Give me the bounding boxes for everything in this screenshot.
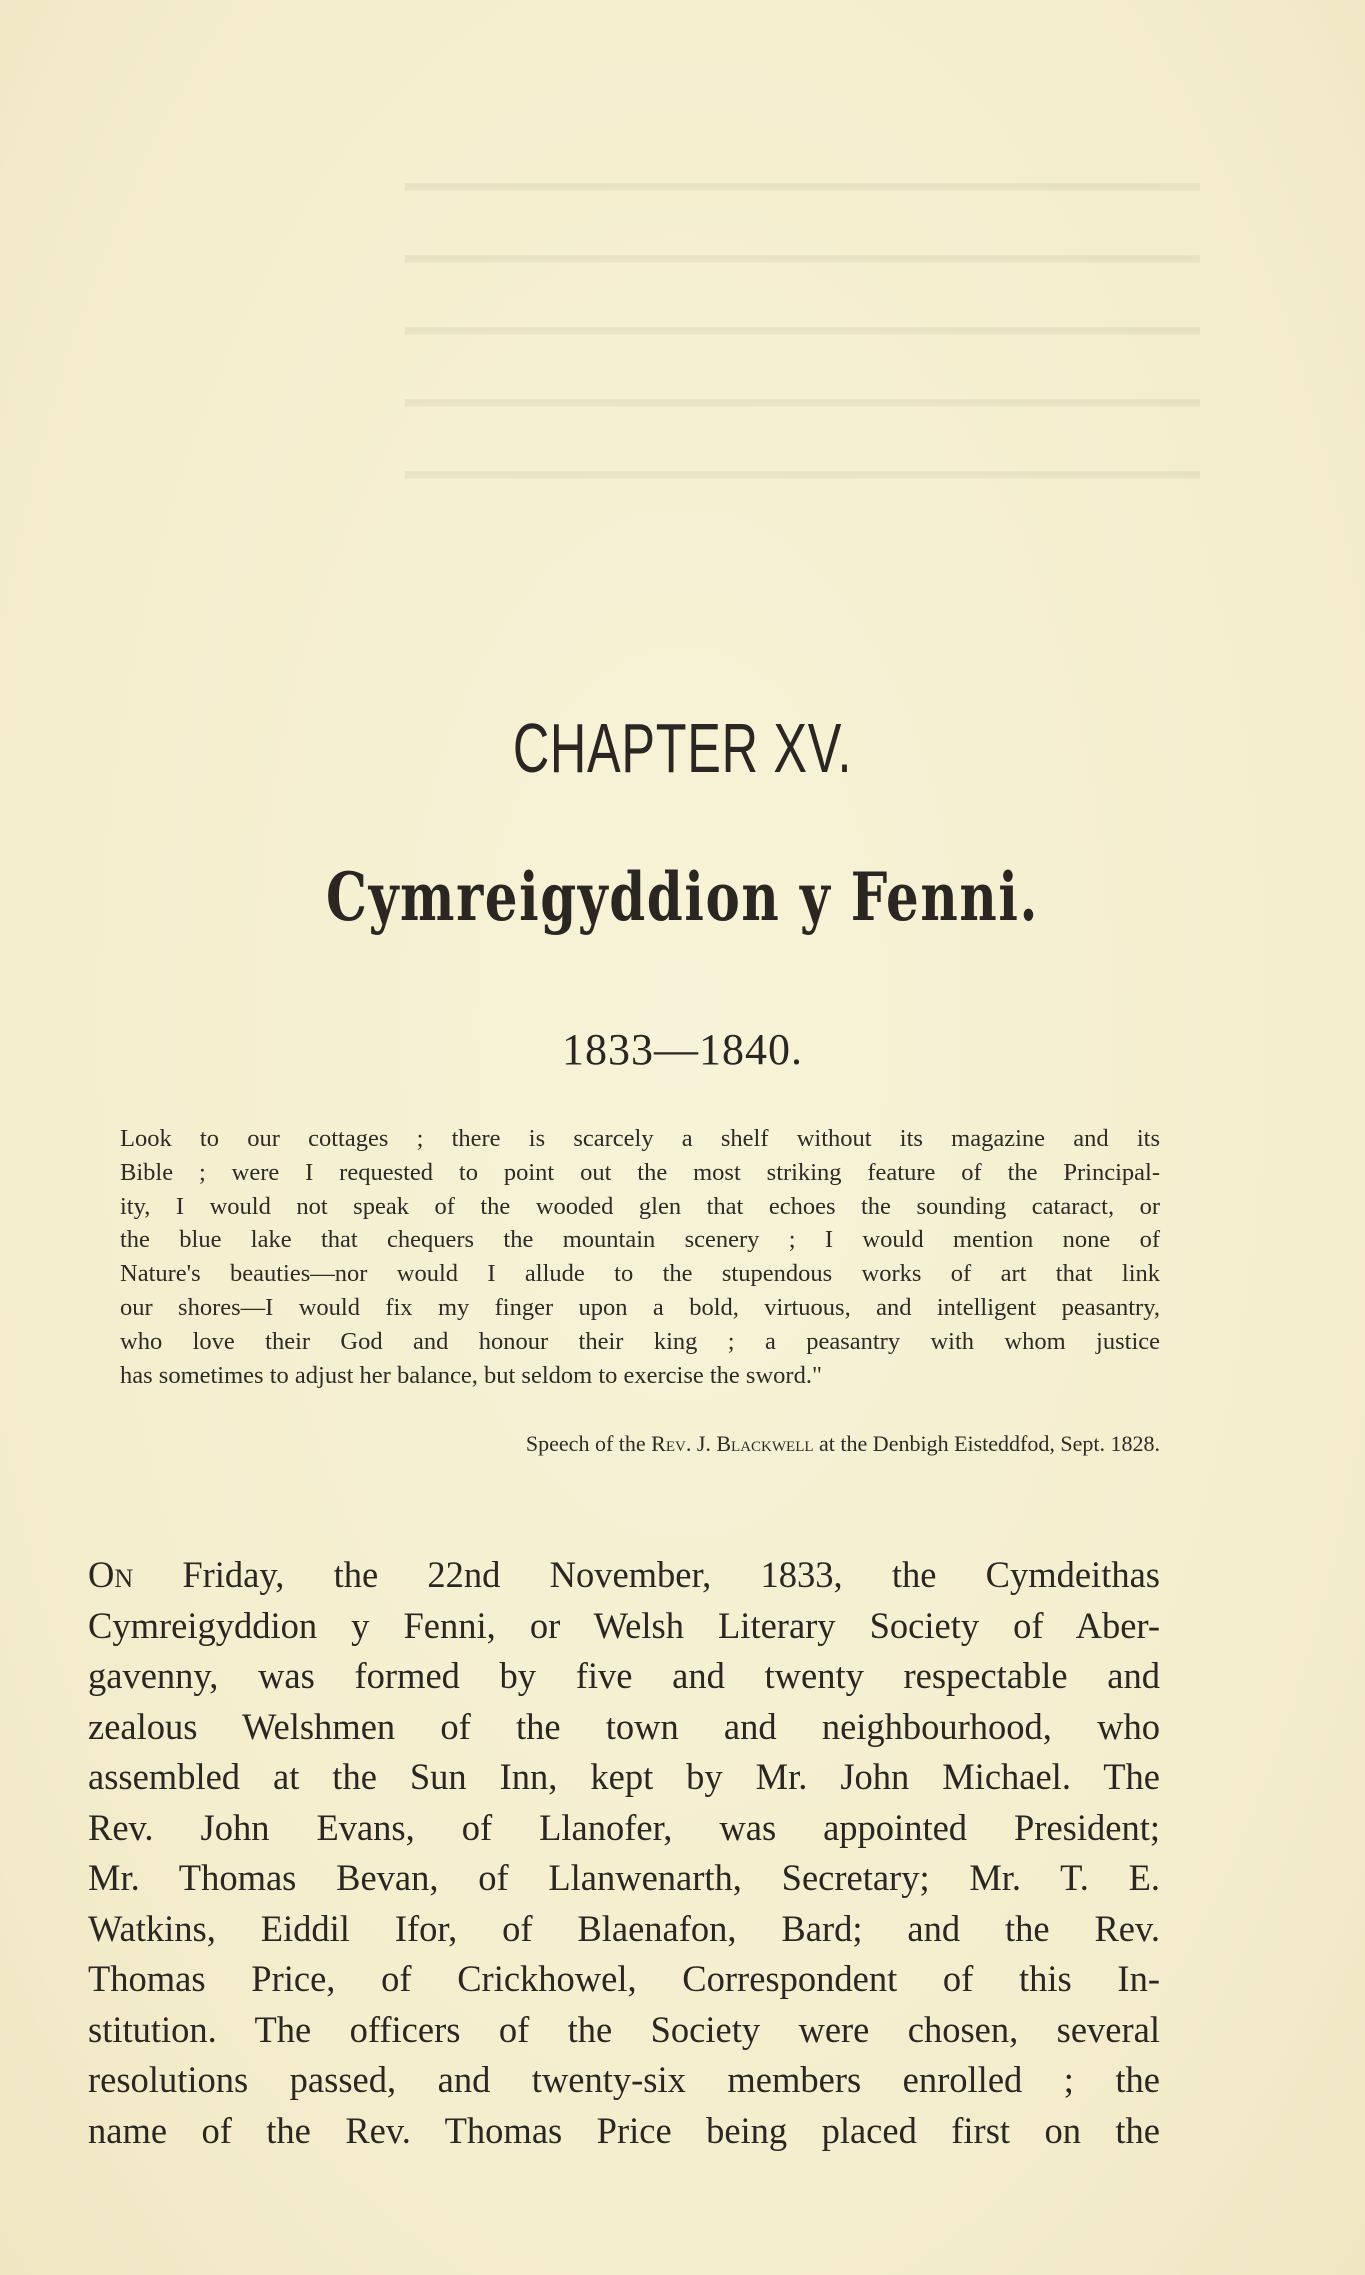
body-line: name of the Rev. Thomas Price being placed first on the <box>88 2109 1160 2151</box>
body-line: Watkins, Eiddil Ifor, of Blaenafon, Bard; and the Rev. <box>88 1907 1160 1949</box>
epigraph-line: ity, I would not speak of the wooded glen that echoes the sounding cataract, or <box>120 1192 1160 1220</box>
body-first-word: On <box>88 1554 134 1595</box>
epigraph-line: Bible ; were I requested to point out the most striking feature of the Principal- <box>120 1158 1160 1186</box>
epigraph-attribution <box>230 1431 1160 1457</box>
attribution-prefix: Speech of the <box>525 1431 646 1456</box>
body-line: stitution. The officers of the Society were chosen, several <box>88 2008 1160 2050</box>
show-through-texture: ━━━━━━━━━━━━━━━━━━━━━━━━━━━━━━ ━━━━━━━━━━━━━━━━━━━━━━━━━━━━━━ ━━━━━━━━━━━━━━━━━━━━━━━━━━━━━━ ━━━━━━━━━━━━━━━━━━━━━━━━━━━━━━ ━━━━━━━━━━━━━━━━━━━━━━━━━━━━━━ <box>405 163 1200 500</box>
epigraph-line: the blue lake that chequers the mountain scenery ; I would mention none of <box>120 1226 1160 1254</box>
body-line: resolutions passed, and twenty-six members enrolled ; the <box>88 2059 1160 2100</box>
chapter-heading: CHAPTER XV. <box>512 709 853 787</box>
epigraph-line: has sometimes to adjust her balance, but seldom to exercise the sword." <box>120 1361 822 1389</box>
epigraph-line: Nature's beauties—nor would I allude to the stupendous works of art that link <box>120 1260 1160 1288</box>
body-line: Rev. John Evans, of Llanofer, was appointed President; <box>88 1806 1160 1848</box>
chapter-title: Cymreigyddion y Fenni. <box>326 858 1039 936</box>
body-line-text: Friday, the 22nd November, 1833, the Cymdeithas <box>133 1554 1160 1595</box>
body-line: zealous Welshmen of the town and neighbourhood, who <box>88 1705 1160 1747</box>
body-line: assembled at the Sun Inn, kept by Mr. John Michael. The <box>88 1756 1160 1797</box>
attribution-suffix: at the Denbigh Eisteddfod, Sept. 1828. <box>819 1431 1160 1456</box>
body-line: gavenny, was formed by five and twenty respectable and <box>88 1655 1160 1696</box>
chapter-years: 1833—1840. <box>562 1025 803 1074</box>
body-line: Mr. Thomas Bevan, of Llanwenarth, Secretary; Mr. T. E. <box>88 1857 1160 1898</box>
epigraph-line: Look to our cottages ; there is scarcely a shelf without its magazine and its <box>120 1125 1160 1152</box>
body-line: Thomas Price, of Crickhowel, Correspondent of this In- <box>88 1958 1160 1999</box>
body-line: Cymreigyddion y Fenni, or Welsh Literary Society of Aber- <box>88 1604 1160 1646</box>
body-line <box>88 1550 1160 1601</box>
epigraph-quote <box>120 1122 1160 1392</box>
body-paragraph <box>88 1550 1160 2156</box>
epigraph-line: our shores—I would fix my finger upon a bold, virtuous, and intelligent peasantry, <box>120 1293 1160 1321</box>
epigraph-line: who love their God and honour their king ; a peasantry with whom justice <box>120 1327 1160 1355</box>
attribution-speaker: Rev. J. Blackwell <box>651 1431 814 1456</box>
